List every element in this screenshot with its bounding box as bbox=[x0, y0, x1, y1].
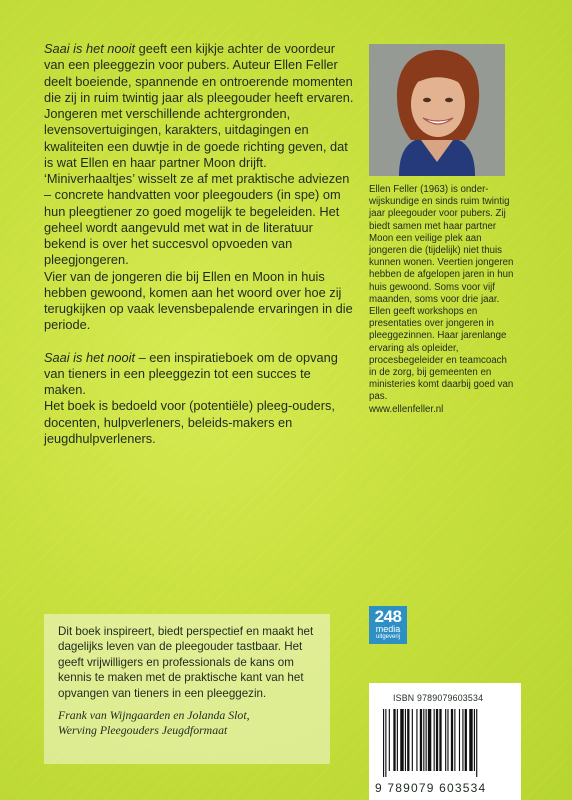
publisher-logo-sub: uitgeverij bbox=[375, 634, 400, 640]
barcode-bar bbox=[400, 709, 403, 771]
author-bio bbox=[369, 184, 517, 416]
barcode-bar bbox=[445, 709, 446, 771]
barcode-bar bbox=[469, 709, 472, 771]
barcode-bar bbox=[416, 709, 417, 771]
blurb-paragraph-1 bbox=[44, 41, 354, 171]
barcode-bar bbox=[420, 709, 422, 771]
blurb-paragraph-2: ‘Miniverhaaltjes’ wisselt ze af met praktische adviezen – concrete handvatten voor pleegouders (in spe) om hun pleegtiener zo goed mogelijk te begeleiden. Het geheel wordt aangevuld met wat in de literatuur bekend is over het succesvol opvoeden van pleegjongeren. bbox=[44, 171, 350, 268]
endorsement-author-line-1: Frank van Wijngaarden en Jolanda Slot, bbox=[58, 708, 250, 723]
author-portrait-image bbox=[369, 44, 505, 176]
barcode-bar bbox=[459, 709, 460, 771]
author-bio-paragraph-2: Ellen geeft workshops en presentaties over jongeren in pleeggezinnen. Haar jarenlange ervaring als opleider, procesbegeleider en teamcoach in de zorg, bij gemeenten en ministeries komt daarbij goed van pas. bbox=[369, 306, 514, 403]
book-title-inline: Saai is het nooit bbox=[44, 41, 136, 56]
barcode-bar bbox=[412, 709, 413, 771]
barcode-bar bbox=[389, 709, 390, 771]
barcode-bar bbox=[465, 709, 467, 771]
endorsement-author bbox=[58, 708, 322, 738]
barcode-bar bbox=[428, 709, 431, 771]
barcode-icon bbox=[381, 709, 509, 777]
blurb-paragraph-1-text: geeft een kijkje achter de voordeur van een pleeggezin voor pubers. Auteur Ellen Feller deelt boeiende, spannende en ontroerende momenten die zij in ruim twintig jaar als pleegouder heeft ervaren. Jongeren met verschillende achtergronden, levensovertuigingen, karakters, uitdagingen en kwaliteiten een duwtje in de goede richting geven, dat is wat Ellen en haar partner Moon drijft. bbox=[44, 41, 354, 170]
barcode-bar bbox=[385, 709, 386, 777]
endorsement-author-line-2: Werving Pleegouders Jeugdformaat bbox=[58, 723, 228, 738]
barcode-bar bbox=[393, 709, 395, 771]
barcode-bar bbox=[434, 709, 435, 771]
blurb-paragraph-5: Het boek is bedoeld voor (potentiële) pleeg-ouders, docenten, hulpverleners, beleids-makers en jeugdhulpverleners. bbox=[44, 398, 335, 446]
barcode-bar bbox=[405, 709, 406, 771]
isbn-label: ISBN 9789079603534 bbox=[393, 693, 484, 703]
barcode-bar bbox=[462, 709, 463, 771]
barcode-bar bbox=[426, 709, 427, 771]
barcode-bar bbox=[439, 709, 441, 771]
author-bio-paragraph-1: Ellen Feller (1963) is onder-wijskundige en sinds ruim twintig jaar pleegouder voor pubers. Zij biedt samen met haar partner Moon een veilige plek aan jongeren die (tijdelijk) niet thuis kunnen wonen. Veertien jongeren hebben de afgelopen jaren in hun huis gewoond. Soms voor vijf maanden, soms voor drie jaar. bbox=[369, 184, 514, 305]
barcode-bar bbox=[407, 709, 409, 771]
barcode-bar bbox=[451, 709, 453, 771]
barcode-bar bbox=[383, 709, 384, 777]
barcode-digits: 9 789079 603534 bbox=[375, 781, 487, 795]
barcode-bar bbox=[397, 709, 398, 771]
back-cover-blurb bbox=[44, 41, 354, 447]
barcode-panel bbox=[369, 683, 521, 800]
book-title-inline-2: Saai is het nooit bbox=[44, 349, 136, 365]
publisher-logo bbox=[369, 606, 407, 644]
blurb-paragraph-4 bbox=[44, 350, 354, 399]
barcode-bar bbox=[436, 709, 438, 771]
barcode-bar bbox=[454, 709, 455, 771]
paragraph-spacer bbox=[44, 334, 354, 350]
blurb-paragraph-3: Vier van de jongeren die bij Ellen en Moon in huis hebben gewoond, komen aan het woord over hoe zij terugkijken op vaak levensbepalende ervaringen in die periode. bbox=[44, 268, 353, 333]
blurb-paragraph-4-text: – een inspiratieboek om de opvang van tieners in een pleeggezin tot een succes te maken. bbox=[44, 349, 338, 397]
endorsement-box bbox=[44, 614, 330, 764]
publisher-logo-number: 248 bbox=[374, 607, 402, 626]
barcode-bar bbox=[423, 709, 424, 771]
author-website: www.ellenfeller.nl bbox=[369, 403, 444, 415]
barcode-bar bbox=[476, 709, 477, 777]
author-photo bbox=[369, 44, 505, 176]
barcode-bar bbox=[447, 709, 448, 771]
endorsement-quote: Dit boek inspireert, biedt perspectief en maakt het dagelijks leven van de pleegouder tastbaar. Het geeft vrijwilligers en professionals de kans om kennis te maken met de praktische kant van het opvangen van tieners in een pleeggezin. bbox=[58, 625, 314, 700]
publisher-logo-name: media bbox=[375, 624, 401, 634]
barcode-bar bbox=[474, 709, 475, 771]
